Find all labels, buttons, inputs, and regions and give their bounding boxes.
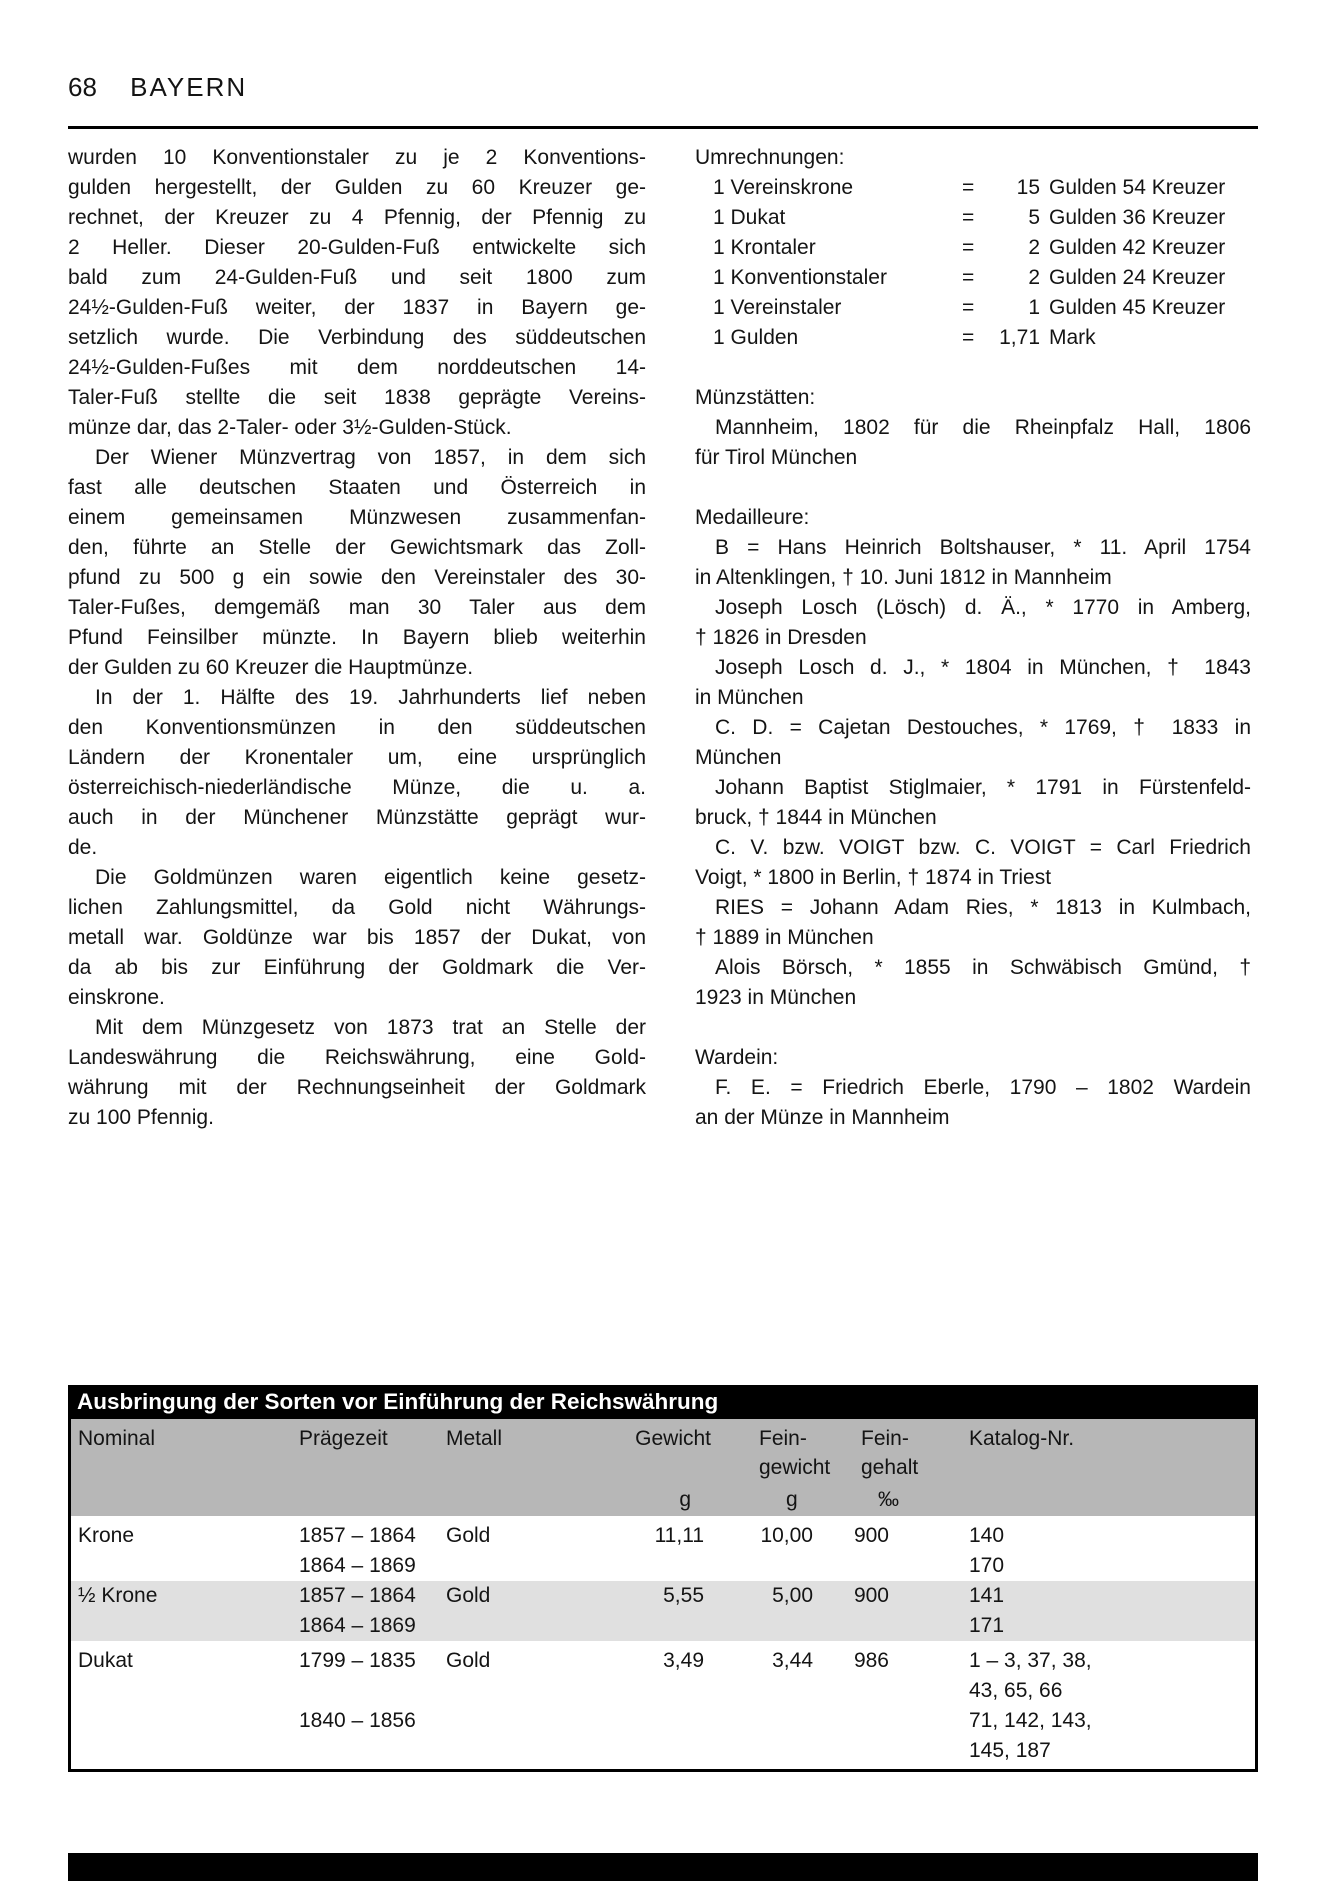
table-cell — [71, 1646, 293, 1766]
cell-line: 1840 – 1856 — [299, 1709, 416, 1732]
cell-line: 900 — [853, 1584, 889, 1607]
text-line: währung mit der Rechnungseinheit der Goldmark — [68, 1076, 646, 1099]
text-line: österreichisch-niederländische Münze, die u. a. — [68, 776, 646, 799]
table-cell — [916, 1646, 1255, 1766]
text-line: bald zum 24-Gulden-Fuß und seit 1800 zum — [68, 266, 646, 289]
column-label-line: Katalog-Nr. — [969, 1427, 1075, 1450]
text-line: pfund zu 500 g ein sowie den Vereinstaler des 30- — [68, 566, 646, 589]
column-label-line: Fein- — [861, 1427, 909, 1450]
text-line: an der Münze in Mannheim — [695, 1106, 950, 1129]
section-heading: Wardein: — [695, 1046, 779, 1069]
equals-sign: = — [962, 266, 975, 289]
text-line: München — [695, 746, 782, 769]
next-section-bar — [68, 1853, 1258, 1881]
conversion-row — [695, 233, 1251, 263]
text-line: wurden 10 Konventionstaler zu je 2 Konventions- — [68, 146, 646, 169]
table-cell — [711, 1646, 821, 1766]
text-line: einem gemeinsamen Münzwesen zusammenfan- — [68, 506, 646, 529]
column-label-line: gewicht — [759, 1456, 831, 1479]
equals-sign: = — [962, 236, 975, 259]
conversion-item: 1 Dukat — [713, 206, 786, 229]
column-label — [299, 1424, 431, 1453]
text-line: 2 Heller. Dieser 20-Gulden-Fuß entwickelte sich — [68, 236, 646, 259]
conversion-row — [695, 323, 1251, 353]
text-line: den, führte an Stelle der Gewichtsmark das Zoll- — [68, 536, 646, 559]
text-line: C. V. bzw. VOIGT bzw. C. VOIGT = Carl Friedrich — [715, 836, 1251, 859]
conversion-amount: 2 — [1028, 236, 1040, 259]
cell-line: Krone — [78, 1524, 135, 1547]
text-line: Der Wiener Münzvertrag von 1857, in dem sich — [95, 446, 646, 469]
text-line: Johann Baptist Stiglmaier, * 1791 in Fürstenfeld- — [715, 776, 1251, 799]
table-cell — [293, 1646, 431, 1766]
equals-sign: = — [962, 206, 975, 229]
column-label — [861, 1424, 919, 1482]
text-line: 24½-Gulden-Fuß weiter, der 1837 in Bayern ge- — [68, 296, 646, 319]
text-line: zu 100 Pfennig. — [68, 1106, 214, 1129]
table-cell — [916, 1581, 1255, 1641]
text-line: Alois Börsch, * 1855 in Schwäbisch Gmünd, † — [715, 956, 1251, 979]
text-line: † 1889 in München — [695, 926, 874, 949]
table-cell — [821, 1521, 916, 1581]
conversion-value — [962, 173, 1251, 203]
cell-line: 1864 – 1869 — [299, 1554, 416, 1577]
conversion-row — [695, 173, 1251, 203]
cell-line: 141 — [969, 1584, 1005, 1607]
text-line: de. — [68, 836, 98, 859]
text-line: auch in der Münchener Münzstätte geprägt wur- — [68, 806, 646, 829]
conversion-value — [962, 203, 1251, 233]
text-line: setzlich wurde. Die Verbindung des süddeutschen — [68, 326, 646, 349]
cell-line: 5,00 — [772, 1584, 813, 1607]
section-heading: Umrechnungen: — [695, 146, 845, 169]
table-header-cell — [916, 1419, 1255, 1516]
equals-sign: = — [962, 296, 975, 319]
text-line: Ländern der Kronentaler um, eine ursprünglich — [68, 746, 646, 769]
page-number: 68 — [68, 72, 97, 102]
text-line: Pfund Feinsilber münzte. In Bayern blieb weiterhin — [68, 626, 646, 649]
equals-sign: = — [962, 326, 975, 349]
table-header-cell — [821, 1419, 919, 1516]
table-cell — [916, 1521, 1255, 1581]
table-header-cell — [71, 1419, 293, 1516]
cell-line: 5,55 — [663, 1584, 704, 1607]
left-column — [68, 143, 646, 1133]
conversion-amount: 2 — [1028, 266, 1040, 289]
table-cell — [711, 1521, 821, 1581]
text-line: Joseph Losch (Lösch) d. Ä., * 1770 in Amberg, — [715, 596, 1251, 619]
column-unit — [299, 1486, 431, 1514]
cell-line: 140 — [969, 1524, 1005, 1547]
text-line: der Gulden zu 60 Kreuzer die Hauptmünze. — [68, 656, 474, 679]
column-label — [536, 1424, 711, 1453]
spacer — [695, 473, 1251, 503]
conversion-unit-text: Gulden 45 Kreuzer — [1049, 296, 1226, 319]
column-label — [759, 1424, 831, 1482]
cell-line: 71, 142, 143, — [969, 1709, 1092, 1732]
spacer — [695, 1013, 1251, 1043]
text-line: 24½-Gulden-Fußes mit dem norddeutschen 14- — [68, 356, 646, 379]
text-line: Taler-Fußes, demgemäß man 30 Taler aus dem — [68, 596, 646, 619]
column-label-line: Nominal — [78, 1427, 156, 1450]
text-line: Joseph Losch d. J., * 1804 in München, † 1843 — [715, 656, 1251, 679]
conversion-value — [962, 293, 1251, 323]
cell-line: 1799 – 1835 — [299, 1649, 416, 1672]
table-cell — [293, 1581, 431, 1641]
text-line: metall war. Goldünze war bis 1857 der Dukat, von — [68, 926, 646, 949]
table-cell — [711, 1581, 821, 1641]
text-line: in Altenklingen, † 10. Juni 1812 in Mannheim — [695, 566, 1112, 589]
header-rule — [68, 126, 1258, 129]
text-line: Mit dem Münzgesetz von 1873 trat an Stelle der — [95, 1016, 646, 1039]
section-heading: Medailleure: — [695, 506, 810, 529]
column-label-line: Fein- — [759, 1427, 807, 1450]
cell-line: Dukat — [78, 1649, 133, 1672]
table-header-cell — [431, 1419, 536, 1516]
conversion-value — [962, 233, 1251, 263]
column-unit — [78, 1486, 293, 1514]
column-label-line: gehalt — [861, 1456, 919, 1479]
spacer — [695, 353, 1251, 383]
text-line: Voigt, * 1800 in Berlin, † 1874 in Triest — [695, 866, 1052, 889]
page-header — [68, 72, 247, 102]
conversion-item: 1 Vereinstaler — [713, 296, 842, 319]
conversion-amount: 1,71 — [999, 326, 1040, 349]
column-label-line: Metall — [446, 1427, 503, 1450]
cell-line: ½ Krone — [78, 1584, 158, 1607]
table-cell — [431, 1646, 536, 1766]
cell-line: 1857 – 1864 — [299, 1524, 416, 1547]
cell-line: Gold — [446, 1649, 491, 1672]
text-line: B = Hans Heinrich Boltshauser, * 11. April 1754 — [715, 536, 1251, 559]
cell-line: 170 — [969, 1554, 1005, 1577]
column-unit — [969, 1486, 1255, 1514]
cell-line: 10,00 — [760, 1524, 813, 1547]
cell-line: 171 — [969, 1614, 1005, 1637]
text-line: † 1826 in Dresden — [695, 626, 867, 649]
text-line: Die Goldmünzen waren eigentlich keine gesetz- — [95, 866, 646, 889]
cell-line: Gold — [446, 1584, 491, 1607]
cell-line: 1857 – 1864 — [299, 1584, 416, 1607]
conversion-item: 1 Vereinskrone — [713, 176, 854, 199]
text-line: RIES = Johann Adam Ries, * 1813 in Kulmbach, — [715, 896, 1251, 919]
conversion-unit-text: Mark — [1049, 326, 1096, 349]
column-unit — [446, 1486, 536, 1514]
section-heading: Münzstätten: — [695, 386, 816, 409]
text-line: 1923 in München — [695, 986, 857, 1009]
text-line: Landeswährung die Reichswährung, eine Gold- — [68, 1046, 646, 1069]
table-rows — [71, 1516, 1255, 1769]
conversion-amount: 1 — [1028, 296, 1040, 319]
right-column — [695, 143, 1251, 1133]
table-row — [71, 1516, 1255, 1581]
cell-line: Gold — [446, 1524, 491, 1547]
cell-line: 43, 65, 66 — [969, 1679, 1063, 1702]
conversion-unit-text: Gulden 54 Kreuzer — [1049, 176, 1226, 199]
text-line: Mannheim, 1802 für die Rheinpfalz Hall, 1806 — [715, 416, 1251, 439]
column-label-line: Prägezeit — [299, 1427, 388, 1450]
conversion-value — [962, 263, 1251, 293]
cell-line: 3,44 — [772, 1649, 813, 1672]
conversion-unit-text: Gulden 42 Kreuzer — [1049, 236, 1226, 259]
conversion-value — [962, 323, 1251, 353]
table-cell — [71, 1581, 293, 1641]
table-cell — [431, 1581, 536, 1641]
equals-sign: = — [962, 176, 975, 199]
column-unit: g — [679, 1488, 691, 1511]
page-title: BAYERN — [130, 72, 248, 102]
table-cell — [536, 1521, 711, 1581]
text-line: In der 1. Hälfte des 19. Jahrhunderts lief neben — [95, 686, 646, 709]
column-label — [446, 1424, 536, 1453]
cell-line: 11,11 — [654, 1524, 704, 1547]
text-line: rechnet, der Kreuzer zu 4 Pfennig, der Pfennig zu — [68, 206, 646, 229]
text-line: C. D. = Cajetan Destouches, * 1769, † 1833 in — [715, 716, 1251, 739]
table-cell — [293, 1521, 431, 1581]
table-header-cell — [536, 1419, 711, 1516]
table-cell — [821, 1581, 916, 1641]
coin-output-table — [68, 1385, 1258, 1772]
conversion-row — [695, 263, 1251, 293]
text-line: den Konventionsmünzen in den süddeutschen — [68, 716, 646, 739]
conversion-amount: 15 — [1016, 176, 1040, 199]
table-cell — [431, 1521, 536, 1581]
column-label-line: Gewicht — [635, 1427, 711, 1450]
column-label — [969, 1424, 1255, 1453]
cell-line: 3,49 — [663, 1649, 704, 1672]
cell-line: 1864 – 1869 — [299, 1614, 416, 1637]
table-header-row — [71, 1419, 1255, 1516]
conversion-item: 1 Konventionstaler — [713, 266, 887, 289]
table-cell — [536, 1581, 711, 1641]
table-cell — [821, 1646, 916, 1766]
conversion-row — [695, 203, 1251, 233]
text-line: da ab bis zur Einführung der Goldmark die Ver- — [68, 956, 646, 979]
cell-line: 145, 187 — [969, 1739, 1051, 1762]
table-header-cell — [293, 1419, 431, 1516]
text-line: Taler-Fuß stellte die seit 1838 geprägte Vereins- — [68, 386, 646, 409]
column-unit: g — [786, 1488, 798, 1511]
table-title: Ausbringung der Sorten vor Einführung der Reichswährung — [68, 1385, 1258, 1419]
conversion-unit-text: Gulden 24 Kreuzer — [1049, 266, 1226, 289]
text-line: bruck, † 1844 in München — [695, 806, 937, 829]
table-header-cell — [711, 1419, 831, 1516]
text-line: in München — [695, 686, 804, 709]
table-row — [71, 1641, 1255, 1769]
table-cell — [536, 1646, 711, 1766]
conversion-item: 1 Krontaler — [713, 236, 816, 259]
conversion-item: 1 Gulden — [713, 326, 799, 349]
text-line: fast alle deutschen Staaten und Österreich in — [68, 476, 646, 499]
cell-line: 986 — [853, 1649, 889, 1672]
text-line: münze dar, das 2-Taler- oder 3½-Gulden-Stück. — [68, 416, 512, 439]
conversion-amount: 5 — [1028, 206, 1040, 229]
column-label — [78, 1424, 293, 1453]
text-line: F. E. = Friedrich Eberle, 1790 – 1802 Wardein — [715, 1076, 1251, 1099]
table-body — [68, 1419, 1258, 1772]
text-line: einskrone. — [68, 986, 165, 1009]
table-row — [71, 1581, 1255, 1641]
text-line: gulden hergestellt, der Gulden zu 60 Kreuzer ge- — [68, 176, 646, 199]
text-line: lichen Zahlungsmittel, da Gold nicht Währungs- — [68, 896, 646, 919]
text-line: für Tirol München — [695, 446, 858, 469]
column-unit: ‰ — [878, 1488, 899, 1511]
cell-line: 1 – 3, 37, 38, — [969, 1649, 1092, 1672]
conversion-row — [695, 293, 1251, 323]
conversion-unit-text: Gulden 36 Kreuzer — [1049, 206, 1226, 229]
cell-line: 900 — [853, 1524, 889, 1547]
cell-line — [299, 1676, 431, 1706]
table-cell — [71, 1521, 293, 1581]
